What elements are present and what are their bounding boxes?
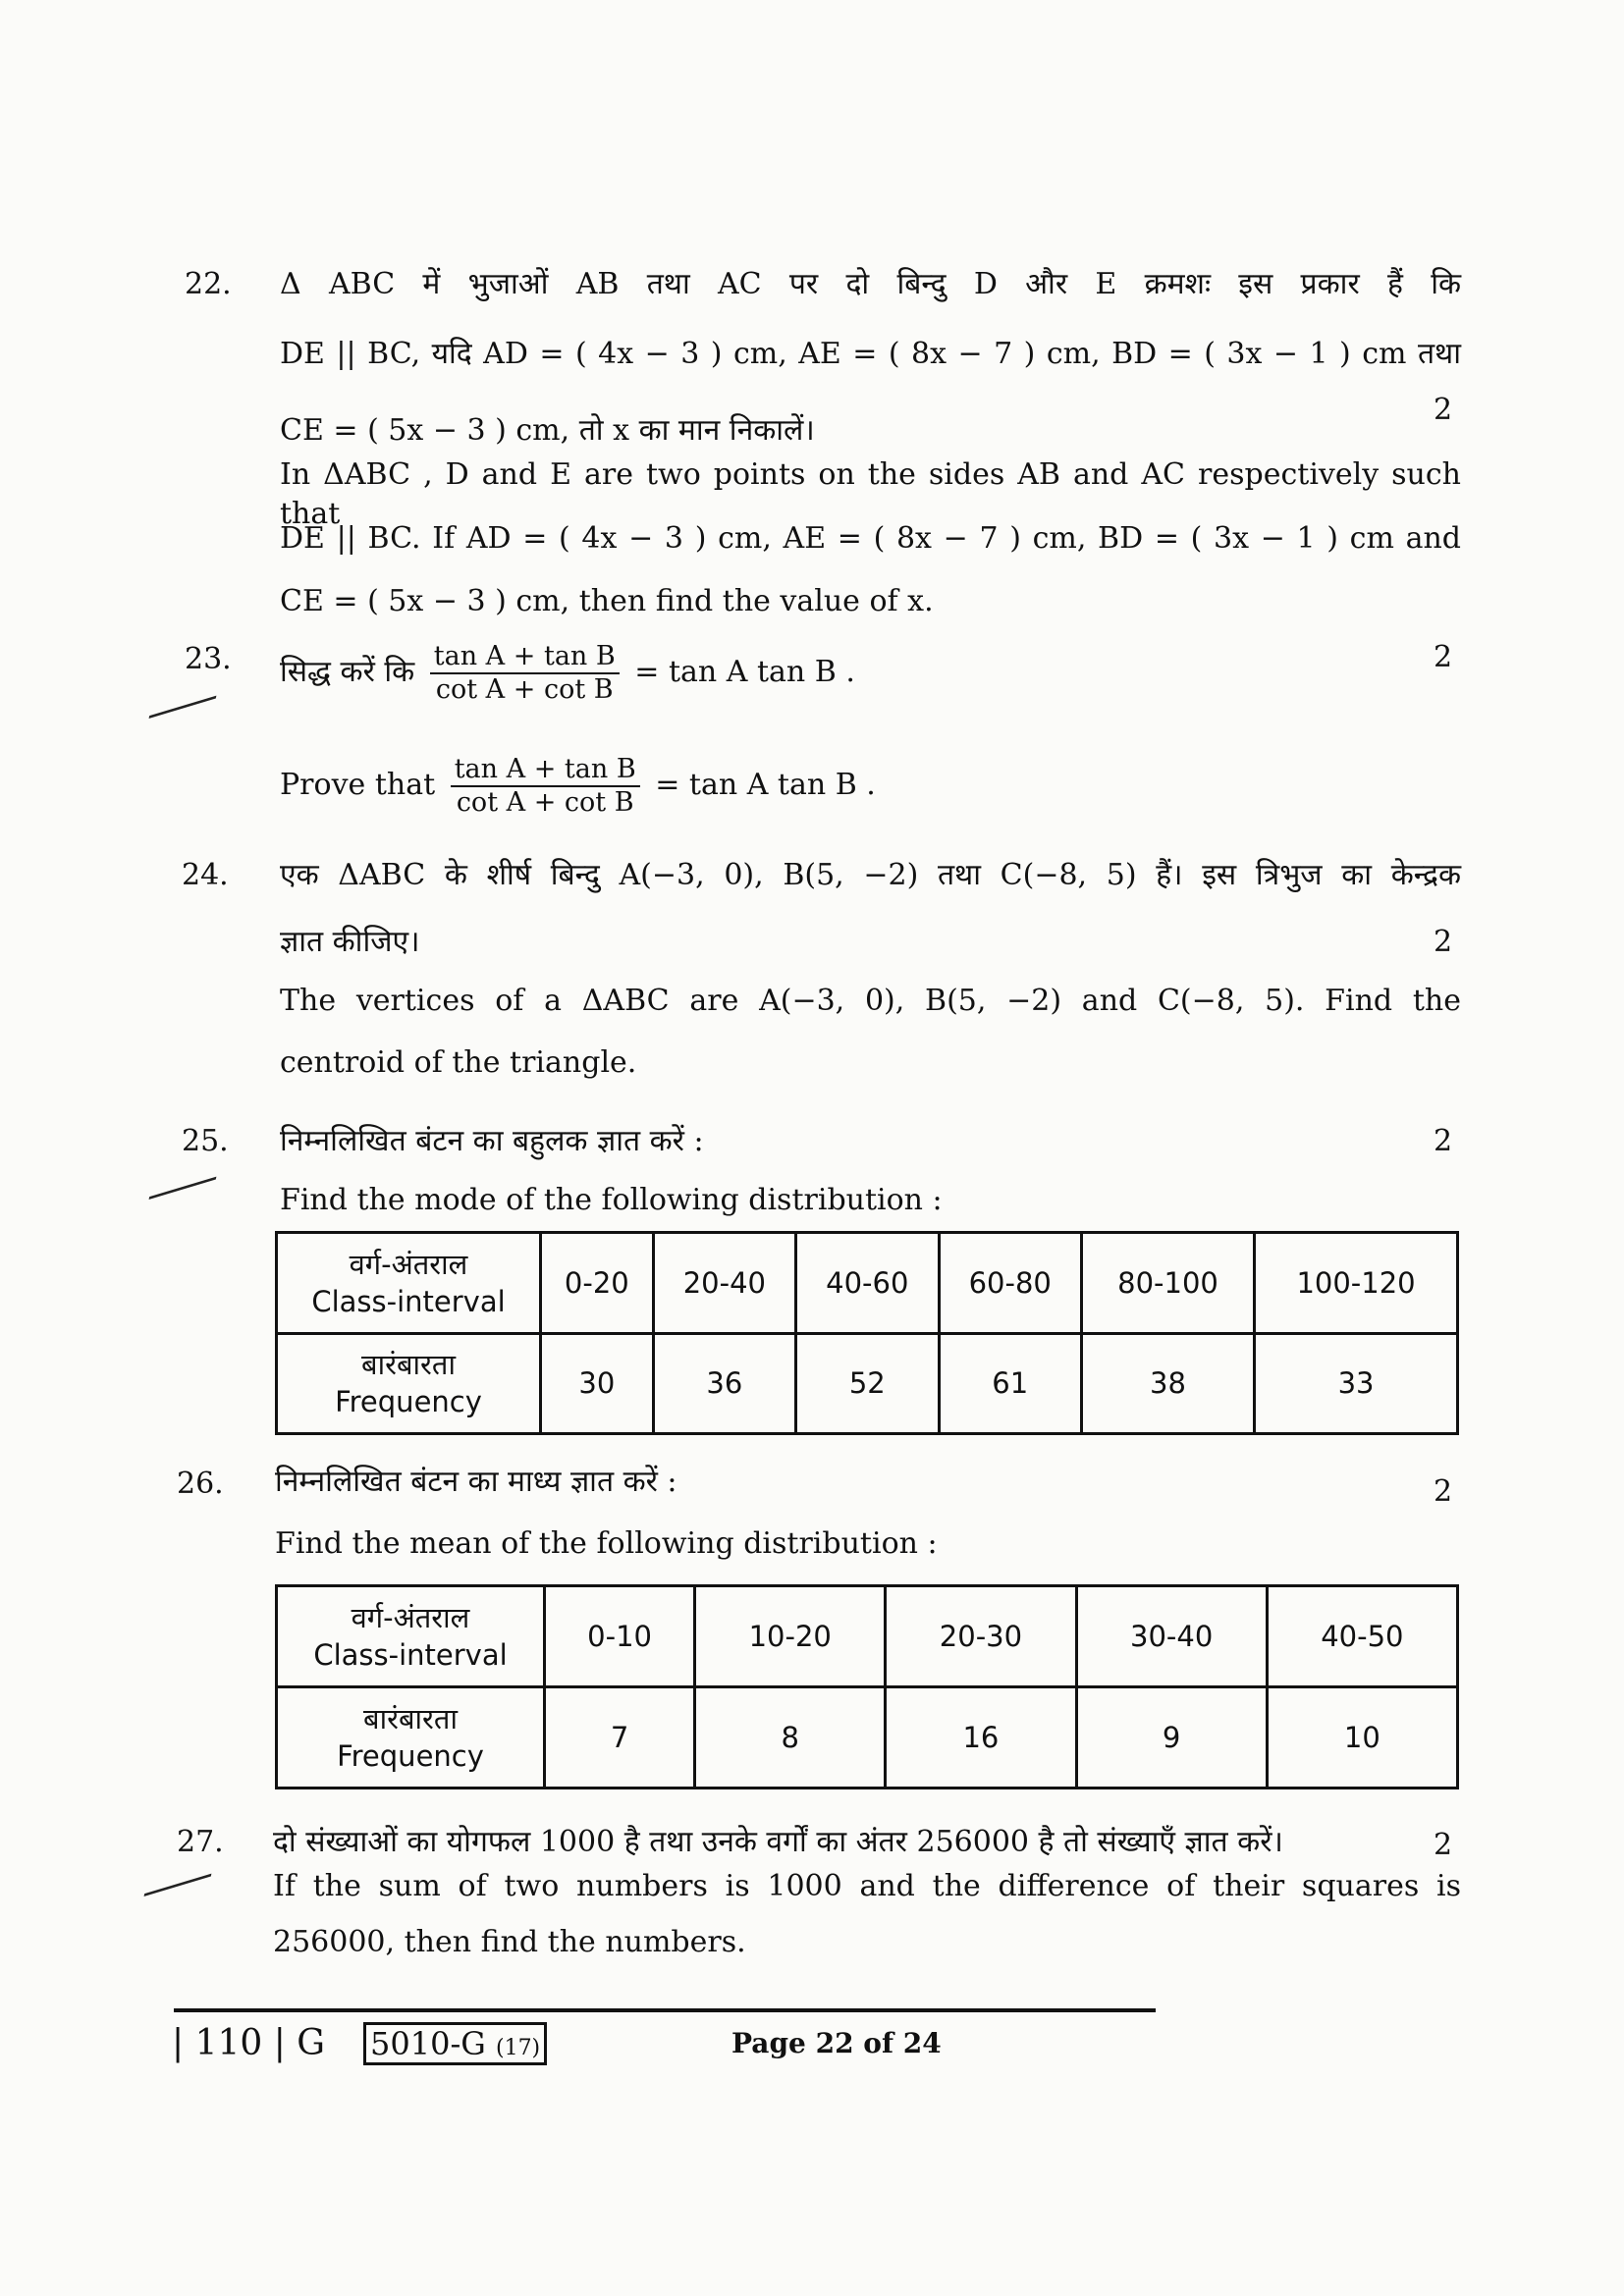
- class-cell: 100-120: [1255, 1233, 1458, 1334]
- q24-english-line-1: The vertices of a ΔABC are A(−3, 0), B(5, −2) and C(−8, 5). Find the: [280, 984, 1461, 1018]
- class-cell: 0-10: [545, 1586, 695, 1687]
- label-english: Class-interval: [313, 1638, 508, 1672]
- label-english: Frequency: [337, 1739, 484, 1773]
- mean-distribution-table: [275, 1584, 1459, 1789]
- q23-english: [280, 751, 876, 820]
- class-cell: 80-100: [1081, 1233, 1254, 1334]
- q24-english-line-2: centroid of the triangle.: [280, 1045, 637, 1080]
- q23-hindi-prefix: सिद्ध करें कि: [280, 655, 415, 689]
- q22-hindi-line-3: CE = ( 5x − 3 ) cm, तो x का मान निकालें।: [280, 413, 815, 448]
- frequency-cell: 16: [886, 1687, 1076, 1789]
- q27-hindi: दो संख्याओं का योगफल 1000 है तथा उनके वर्गों का अंतर 256000 है तो संख्याएँ ज्ञात करें।: [273, 1825, 1283, 1859]
- row-header: [277, 1687, 545, 1789]
- class-cell: 40-60: [796, 1233, 939, 1334]
- q23-hindi: [280, 638, 855, 707]
- label-english: Frequency: [335, 1385, 482, 1419]
- question-number: 24.: [182, 858, 229, 892]
- frequency-cell: 36: [653, 1333, 795, 1434]
- class-cell: 10-20: [695, 1586, 886, 1687]
- q23-rhs: = tan A tan B .: [634, 655, 855, 689]
- mode-distribution-table: [275, 1231, 1459, 1435]
- paper-code-box: [363, 2022, 547, 2070]
- class-cell: 20-30: [886, 1586, 1076, 1687]
- label-hindi: वर्ग-अंतराल: [349, 1247, 468, 1281]
- label-hindi: वर्ग-अंतराल: [351, 1601, 470, 1634]
- question-marks: 2: [1434, 640, 1453, 674]
- question-marks: 2: [1434, 1828, 1453, 1862]
- question-marks: 2: [1434, 393, 1453, 427]
- footer-rule: [174, 2008, 1156, 2012]
- numerator: tan A + tan B: [430, 641, 620, 674]
- frequency-cell: 38: [1081, 1333, 1254, 1434]
- frequency-cell: 30: [541, 1333, 654, 1434]
- question-marks: 2: [1434, 925, 1453, 959]
- q26-hindi: निम्नलिखित बंटन का माध्य ज्ञात करें :: [275, 1465, 677, 1499]
- table-row: [277, 1687, 1458, 1789]
- q25-hindi: निम्नलिखित बंटन का बहुलक ज्ञात करें :: [280, 1124, 704, 1158]
- question-number: 22.: [185, 267, 232, 301]
- row-header: [277, 1586, 545, 1687]
- table-row: [277, 1586, 1458, 1687]
- q23-rhs: = tan A tan B .: [655, 768, 876, 802]
- q22-hindi-line-1: Δ ABC में भुजाओं AB तथा AC पर दो बिन्दु D और E क्रमशः इस प्रकार हैं कि: [280, 267, 1461, 301]
- class-cell: 60-80: [939, 1233, 1081, 1334]
- class-cell: 0-20: [541, 1233, 654, 1334]
- frequency-cell: 10: [1267, 1687, 1457, 1789]
- table-row: [277, 1233, 1458, 1334]
- question-marks: 2: [1434, 1474, 1453, 1509]
- frequency-cell: 7: [545, 1687, 695, 1789]
- frequency-cell: 52: [796, 1333, 939, 1434]
- q25-english: Find the mode of the following distribution :: [280, 1183, 943, 1217]
- denominator: cot A + cot B: [435, 674, 614, 705]
- page-number: Page 22 of 24: [731, 2027, 942, 2059]
- q24-hindi-line-1: एक ΔABC के शीर्ष बिन्दु A(−3, 0), B(5, −2) तथा C(−8, 5) हैं। इस त्रिभुज का केन्द्रक: [280, 858, 1461, 892]
- q26-english: Find the mean of the following distribution :: [275, 1526, 938, 1561]
- q22-english-line-2: DE || BC. If AD = ( 4x − 3 ) cm, AE = ( 8x − 7 ) cm, BD = ( 3x − 1 ) cm and: [280, 521, 1461, 556]
- label-english: Class-interval: [311, 1284, 506, 1318]
- q22-english-line-3: CE = ( 5x − 3 ) cm, then find the value of x.: [280, 584, 934, 618]
- frequency-cell: 8: [695, 1687, 886, 1789]
- fraction: [430, 641, 620, 706]
- fraction: [451, 754, 640, 819]
- q27-english-line-2: 256000, then find the numbers.: [273, 1925, 746, 1959]
- q22-hindi-line-2: DE || BC, यदि AD = ( 4x − 3 ) cm, AE = ( 8x − 7 ) cm, BD = ( 3x − 1 ) cm तथा: [280, 337, 1461, 371]
- question-number: 27.: [177, 1825, 224, 1859]
- q24-hindi-line-2: ज्ञात कीजिए।: [280, 925, 420, 959]
- question-number: 26.: [177, 1467, 224, 1501]
- table-row: [277, 1333, 1458, 1434]
- paper-code: 5010-G: [370, 2025, 486, 2062]
- row-header: [277, 1333, 541, 1434]
- class-cell: 30-40: [1076, 1586, 1267, 1687]
- q23-english-prefix: Prove that: [280, 768, 436, 802]
- question-number: 23.: [185, 642, 232, 676]
- frequency-cell: 61: [939, 1333, 1081, 1434]
- frequency-cell: 9: [1076, 1687, 1267, 1789]
- label-hindi: बारंबारता: [361, 1348, 456, 1382]
- footer-code: | 110 | G: [172, 2023, 326, 2063]
- label-hindi: बारंबारता: [363, 1702, 458, 1735]
- paper-sub-code: (17): [495, 2036, 541, 2060]
- class-cell: 20-40: [653, 1233, 795, 1334]
- question-marks: 2: [1434, 1124, 1453, 1158]
- class-cell: 40-50: [1267, 1586, 1457, 1687]
- numerator: tan A + tan B: [451, 754, 640, 787]
- q27-english-line-1: If the sum of two numbers is 1000 and the difference of their squares is: [273, 1869, 1461, 1903]
- q22-english-line-1: In ΔABC , D and E are two points on the sides AB and AC respectively such that: [280, 457, 1461, 531]
- denominator: cot A + cot B: [456, 787, 634, 818]
- question-number: 25.: [182, 1124, 229, 1158]
- frequency-cell: 33: [1255, 1333, 1458, 1434]
- row-header: [277, 1233, 541, 1334]
